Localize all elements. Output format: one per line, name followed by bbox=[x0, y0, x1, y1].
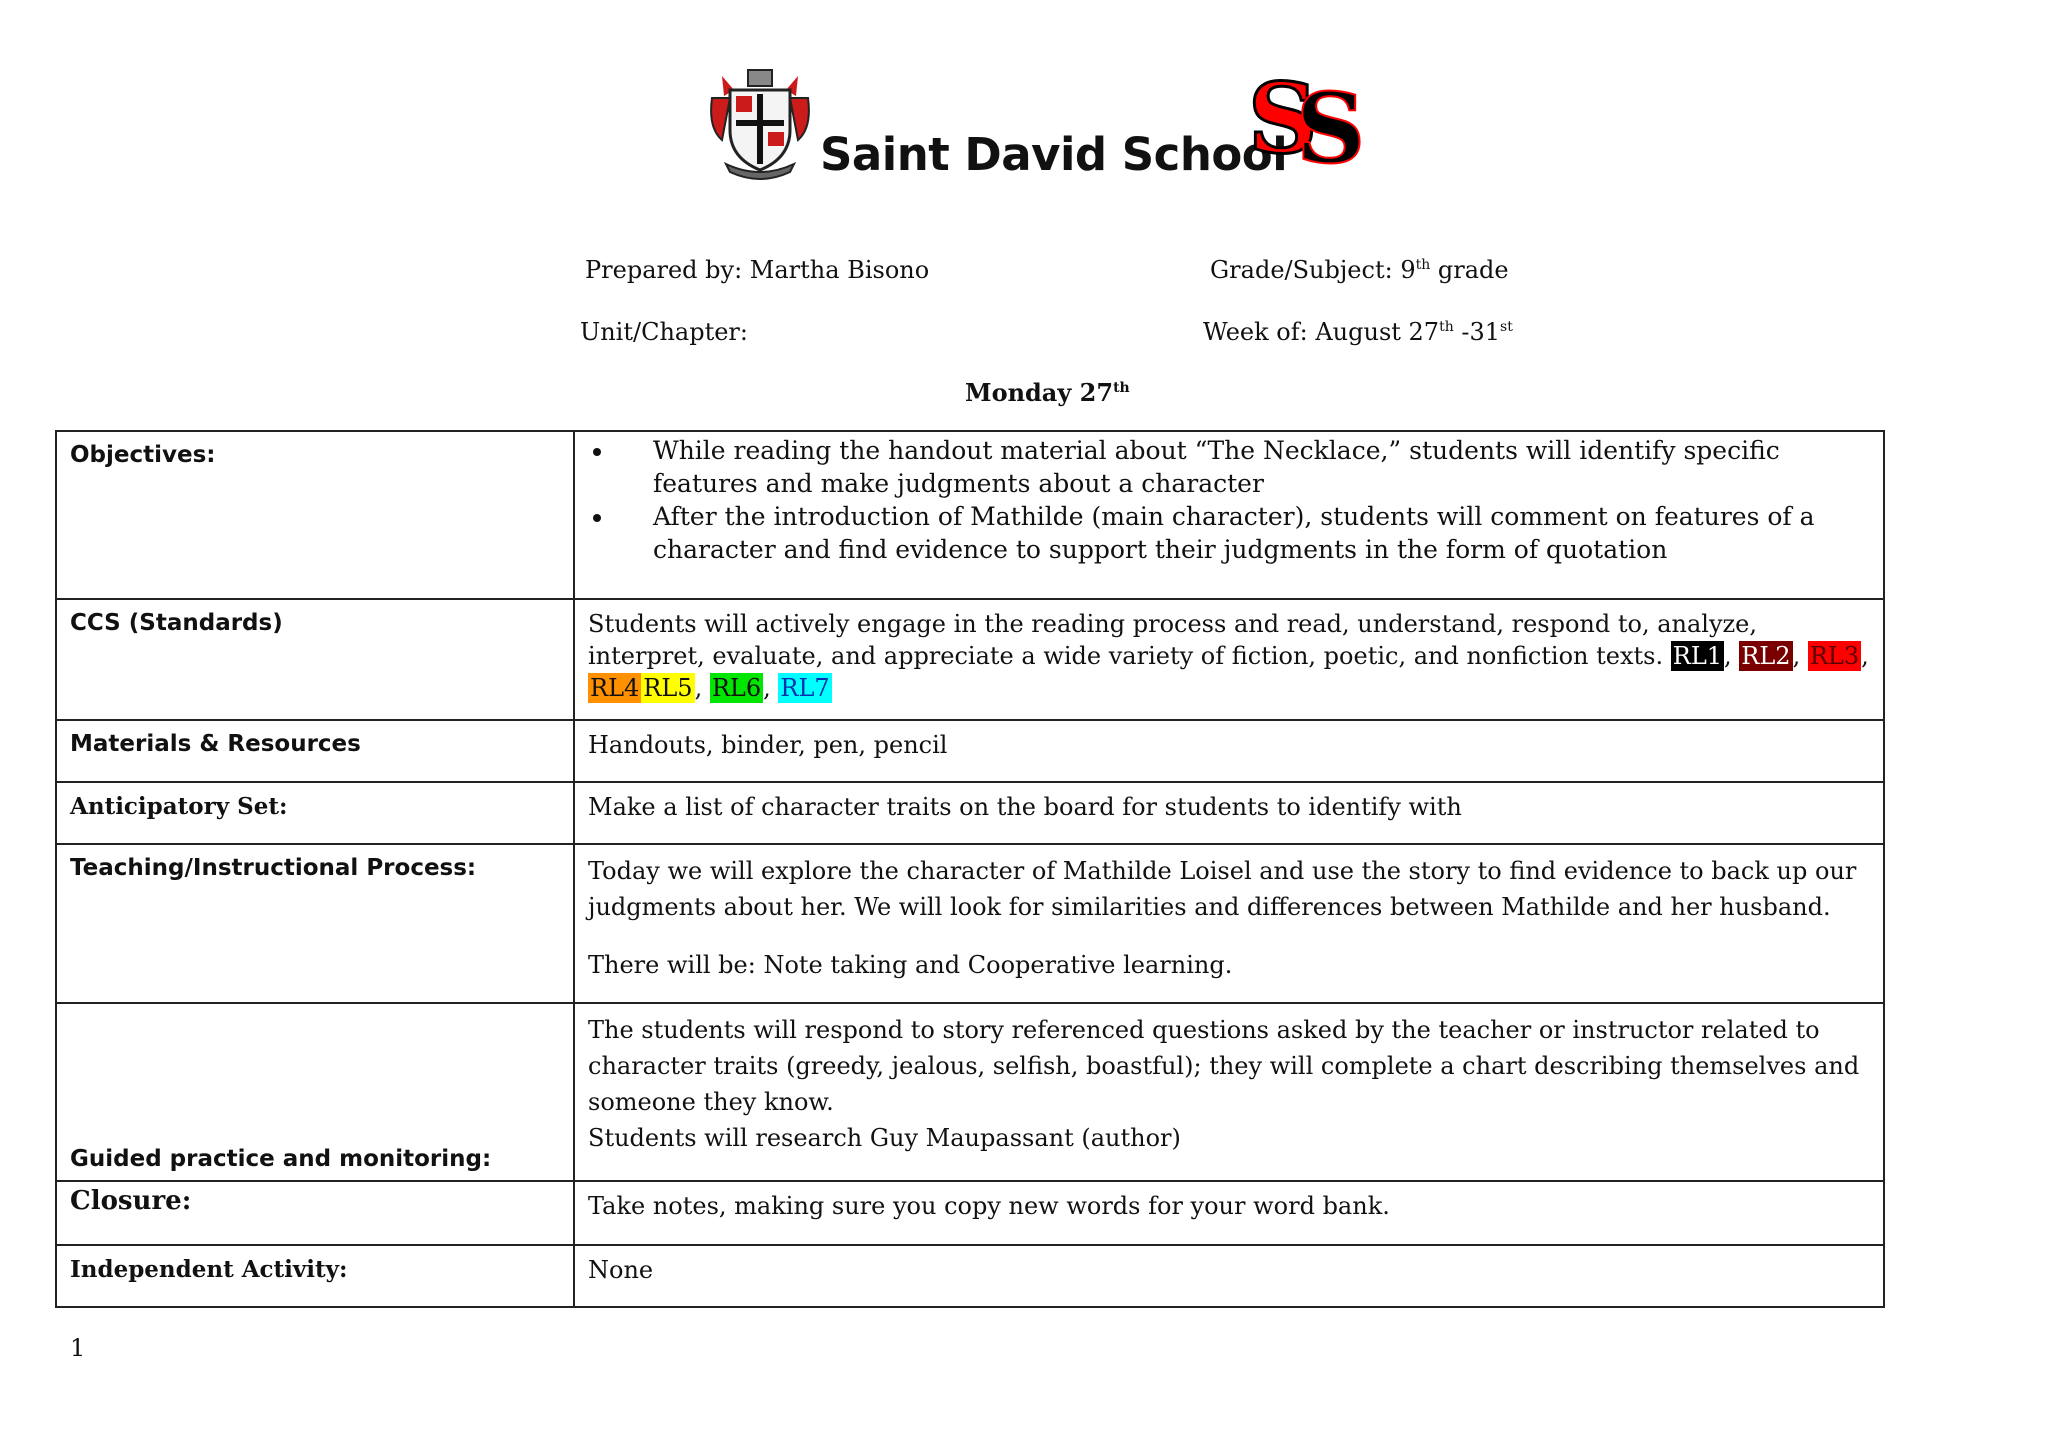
week-of bbox=[1203, 318, 1513, 346]
standard-tag: RL1 bbox=[1672, 642, 1723, 670]
grade-subject-label: Grade/Subject: 9 bbox=[1210, 256, 1416, 284]
guided-text bbox=[575, 1004, 1883, 1156]
closure-label: Closure: bbox=[70, 1186, 192, 1216]
row-guided bbox=[56, 1003, 1884, 1181]
row-objectives bbox=[56, 431, 1884, 599]
standard-tag: RL5 bbox=[643, 674, 693, 702]
content-cell bbox=[574, 1003, 1884, 1181]
label-cell bbox=[56, 1245, 574, 1307]
svg-text:S: S bbox=[1248, 62, 1318, 175]
objective-item: • While reading the handout material about “The Necklace,” students will identify specific features and make judgments about a character bbox=[615, 434, 1883, 500]
prepared-by: Prepared by: Martha Bisono bbox=[585, 256, 930, 284]
day-label: Monday 27 bbox=[965, 378, 1114, 407]
standards-text: Students will actively engage in the reading process and read, understand, respond to, analyze, interpret, evaluate, and appreciate a wide variety of fiction, poetic, and nonfiction texts. RL1, RL2, RL3, RL4 RL5, RL6, RL7 bbox=[588, 610, 1869, 702]
content-cell bbox=[574, 1181, 1884, 1245]
anticipatory-label: Anticipatory Set: bbox=[70, 793, 288, 820]
row-independent bbox=[56, 1245, 1884, 1307]
independent-text: None bbox=[588, 1256, 654, 1284]
row-materials bbox=[56, 720, 1884, 782]
content-cell bbox=[574, 844, 1884, 1003]
content-cell bbox=[574, 599, 1884, 720]
materials-label: Materials & Resources bbox=[70, 731, 361, 757]
label-cell bbox=[56, 599, 574, 720]
objectives-list bbox=[575, 432, 1883, 566]
page-number: 1 bbox=[70, 1334, 86, 1362]
week-of-label: Week of: August 27 bbox=[1203, 318, 1440, 346]
standards-label: CCS (Standards) bbox=[70, 610, 283, 636]
teaching-label: Teaching/Instructional Process: bbox=[70, 855, 477, 881]
content-cell bbox=[574, 782, 1884, 844]
teaching-text bbox=[575, 845, 1883, 983]
independent-label: Independent Activity: bbox=[70, 1256, 348, 1283]
standard-tag: RL6 bbox=[711, 674, 762, 702]
standard-tag: RL7 bbox=[780, 674, 830, 702]
standard-tag: RL3 bbox=[1809, 642, 1860, 670]
document-header bbox=[0, 62, 2048, 192]
objectives-label: Objectives: bbox=[70, 442, 216, 468]
guided-paragraph: The students will respond to story referenced questions asked by the teacher or instructor related to character traits (greedy, jealous, selfish, boastful); they will complete a chart describing themselves and someone they know. bbox=[588, 1016, 1860, 1116]
teaching-paragraph: There will be: Note taking and Cooperative learning. bbox=[588, 951, 1233, 979]
week-of-sup-2: st bbox=[1500, 319, 1513, 335]
standard-tag: RL4 bbox=[590, 674, 640, 702]
lesson-plan-table bbox=[55, 430, 1885, 1308]
grade-subject-tail: grade bbox=[1430, 256, 1509, 284]
week-of-mid: -31 bbox=[1453, 318, 1501, 346]
school-name-title: Saint David School bbox=[820, 128, 1288, 181]
standards-body: Students will actively engage in the reading process and read, understand, respond to, analyze, interpret, evaluate, and appreciate a wide variety of fiction, poetic, and nonfiction texts. bbox=[588, 610, 1757, 670]
guided-paragraph: Students will research Guy Maupassant (author) bbox=[588, 1124, 1181, 1152]
grade-subject-sup: th bbox=[1415, 257, 1431, 273]
row-closure bbox=[56, 1181, 1884, 1245]
label-cell bbox=[56, 720, 574, 782]
grade-subject bbox=[1210, 256, 1509, 284]
svg-text:S: S bbox=[1296, 72, 1366, 185]
school-crest-icon bbox=[704, 68, 816, 180]
label-cell bbox=[56, 844, 574, 1003]
closure-text: Take notes, making sure you copy new words for your word bank. bbox=[588, 1192, 1390, 1220]
label-cell bbox=[56, 1003, 574, 1181]
materials-text: Handouts, binder, pen, pencil bbox=[588, 731, 948, 759]
content-cell bbox=[574, 431, 1884, 599]
ss-monogram-logo-icon bbox=[1246, 62, 1366, 185]
unit-chapter: Unit/Chapter: bbox=[580, 318, 748, 346]
day-heading bbox=[965, 378, 1130, 407]
teaching-paragraph: Today we will explore the character of Mathilde Loisel and use the story to find evidence to back up our judgments about her. We will look for similarities and differences between Mathilde and her husband. bbox=[588, 857, 1857, 921]
content-cell bbox=[574, 1245, 1884, 1307]
anticipatory-text: Make a list of character traits on the board for students to identify with bbox=[588, 793, 1462, 821]
row-teaching bbox=[56, 844, 1884, 1003]
objective-item: • After the introduction of Mathilde (main character), students will comment on features of a character and find evidence to support their judgments in the form of quotation bbox=[615, 500, 1883, 566]
week-of-sup-1: th bbox=[1439, 319, 1454, 335]
standard-tag: RL2 bbox=[1741, 642, 1791, 670]
label-cell bbox=[56, 1181, 574, 1245]
label-cell bbox=[56, 431, 574, 599]
label-cell bbox=[56, 782, 574, 844]
guided-label: Guided practice and monitoring: bbox=[70, 1146, 492, 1172]
day-sup: th bbox=[1113, 380, 1130, 396]
content-cell bbox=[574, 720, 1884, 782]
row-standards bbox=[56, 599, 1884, 720]
row-anticipatory bbox=[56, 782, 1884, 844]
